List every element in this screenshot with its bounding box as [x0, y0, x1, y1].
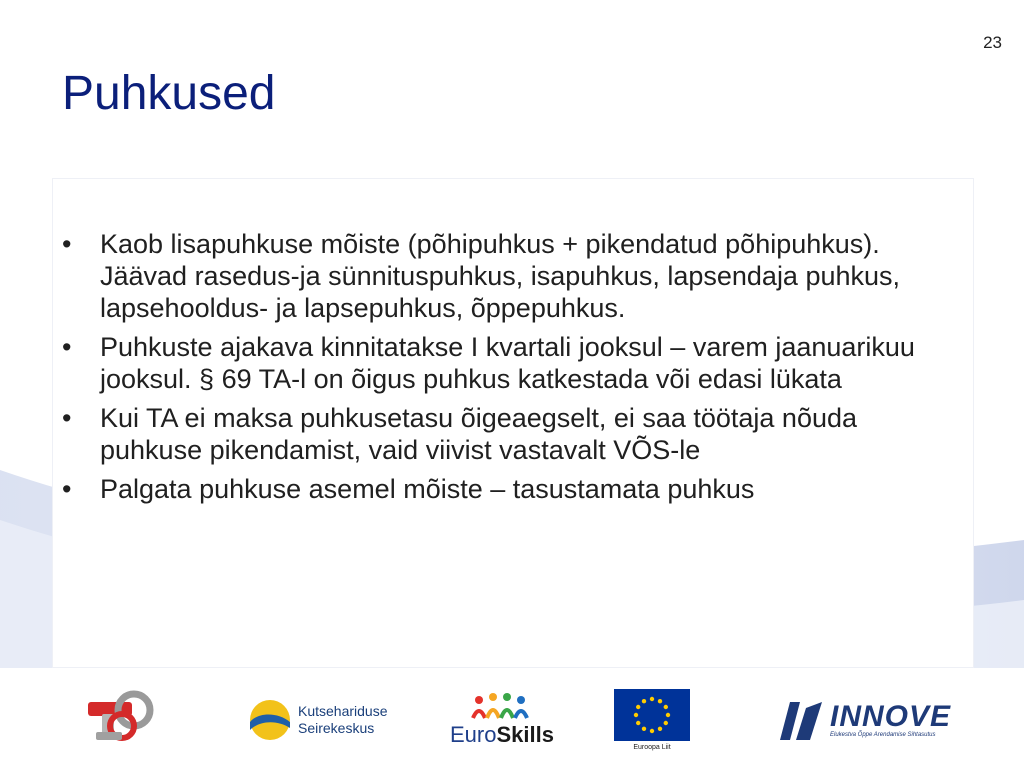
bullet-marker: • [62, 229, 72, 259]
bullet-item [62, 473, 962, 505]
innove-mark-icon [776, 696, 826, 744]
innove-tagline: Elukestva Õppe Arendamise Sihtasutus [830, 732, 936, 738]
bullet-marker: • [62, 403, 72, 433]
kutseharidus-line1: Kutsehariduse [298, 703, 388, 719]
euroskills-figures-icon [467, 692, 537, 722]
innove-logo [776, 672, 951, 768]
eu-logo [614, 672, 690, 768]
logo-strip [0, 672, 1024, 768]
euroskills-logo [450, 672, 554, 768]
kutseharidus-logo [248, 672, 388, 768]
bullet-list [62, 228, 962, 512]
bullet-text: Puhkuste ajakava kinnitatakse I kvartali jooksul – varem jaanuarikuu jooksul. § 69 TA-l on õigus puhkus katkestada või edasi lükata [100, 332, 915, 394]
euroskills-part1: Euro [450, 722, 497, 747]
bullet-item [62, 228, 962, 324]
keys-logo [82, 672, 160, 768]
bullet-item [62, 402, 962, 466]
seirekeskus-icon [248, 698, 292, 742]
bullet-text: Palgata puhkuse asemel mõiste – tasustamata puhkus [100, 474, 755, 504]
eu-flag-icon [614, 689, 690, 741]
slide-title: Puhkused [62, 67, 276, 120]
euroskills-part2: Skills [496, 722, 554, 747]
innove-name: INNOVE [830, 700, 952, 733]
eu-caption: Euroopa Liit [633, 744, 671, 751]
bullet-marker: • [62, 332, 72, 362]
bullet-text: Kui TA ei maksa puhkusetasu õigeaegselt, ei saa töötaja nõuda puhkuse pikendamist, vaid viivist vastavalt VÕS-le [100, 403, 858, 465]
bullet-marker: • [62, 474, 72, 504]
slide-number: 23 [983, 33, 1002, 52]
bullet-text: Kaob lisapuhkuse mõiste (põhipuhkus + pikendatud põhipuhkus). Jäävad rasedus-ja sünnituspuhkus, isapuhkus, lapsendaja puhkus, lapsehooldus- ja lapsepuhkus, õppepuhkus. [100, 229, 901, 323]
keys-icon [82, 688, 160, 752]
kutseharidus-line2: Seirekeskus [298, 720, 375, 736]
bullet-item [62, 331, 962, 395]
